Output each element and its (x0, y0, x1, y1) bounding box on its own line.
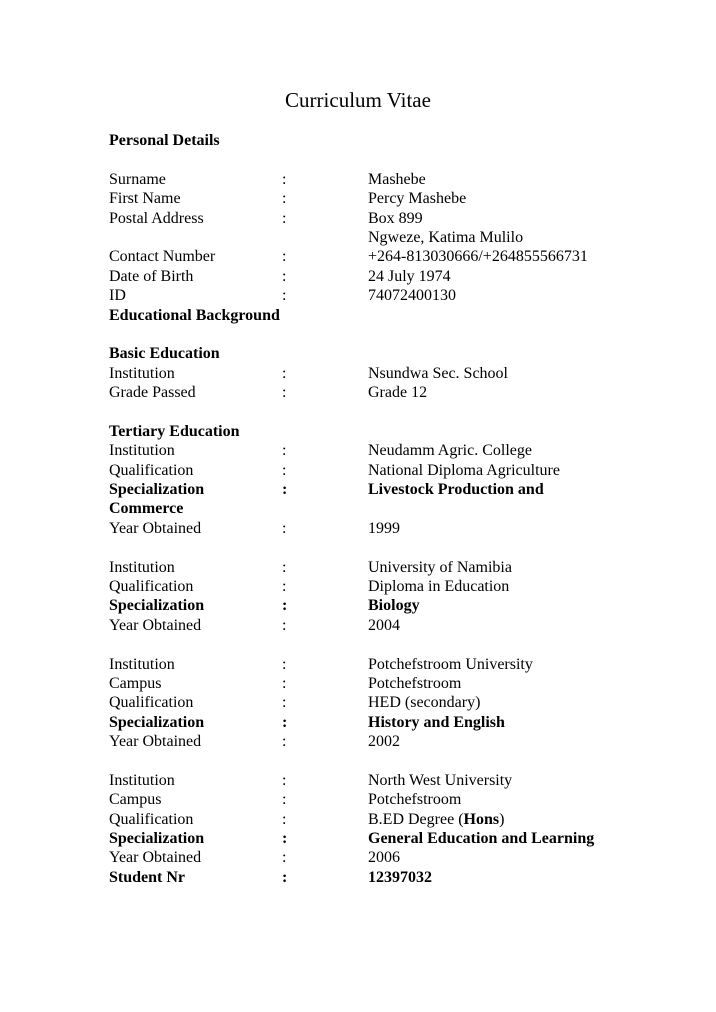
row-label: Qualification (109, 694, 194, 712)
row-value (368, 810, 504, 829)
row-value: 2006 (368, 849, 400, 867)
row-value: University of Namibia (368, 558, 512, 576)
row-value-continuation: Commerce (109, 500, 184, 518)
row-value: 12397032 (368, 868, 432, 886)
row-label: Institution (109, 442, 175, 460)
row-separator: : (282, 384, 287, 402)
row-separator: : (282, 481, 288, 499)
section-heading-education (109, 306, 689, 325)
row-value: Potchefstroom (368, 674, 462, 692)
row-value: 2004 (368, 616, 400, 634)
row-date-of-birth (109, 267, 689, 286)
row-value: Grade 12 (368, 384, 428, 402)
row-label: Campus (109, 791, 162, 809)
row-separator: : (282, 733, 287, 751)
row-value: Potchefstroom (368, 791, 462, 809)
row-separator: : (282, 655, 287, 673)
row-label: First Name (109, 190, 181, 208)
heading-text: Tertiary Education (109, 422, 240, 440)
row-value: Ngweze, Katima Mulilo (368, 228, 524, 246)
row-label: Specialization (109, 481, 205, 499)
row-separator: : (282, 597, 288, 615)
row-id (109, 286, 689, 305)
row-value: North West University (368, 771, 513, 789)
row-value: National Diploma Agriculture (368, 461, 560, 479)
row-separator: : (282, 519, 287, 537)
row-contact-number (109, 247, 689, 266)
row-separator: : (282, 190, 287, 208)
row-separator: : (282, 694, 287, 712)
row-value: 2002 (368, 733, 400, 751)
row-value: Box 899 (368, 209, 423, 227)
row-label: Grade Passed (109, 384, 196, 402)
cv-content (109, 131, 689, 887)
row-label: Qualification (109, 577, 194, 595)
row-specialization (109, 713, 689, 732)
row-separator: : (282, 248, 287, 266)
row-separator: : (282, 209, 287, 227)
row-separator: : (282, 810, 287, 828)
row-postal-address-cont (109, 228, 689, 247)
row-value: Neudamm Agric. College (368, 442, 532, 460)
row-label: Specialization (109, 830, 205, 848)
row-institution (109, 558, 689, 577)
row-separator: : (282, 849, 287, 867)
row-separator: : (282, 267, 287, 285)
page-title: Curriculum Vitae (285, 88, 431, 112)
row-value: +264-813030666/+264855566731 (368, 248, 588, 266)
row-label: Student Nr (109, 868, 186, 886)
row-value: Diploma in Education (368, 577, 510, 595)
row-value: Percy Mashebe (368, 190, 467, 208)
row-label: Year Obtained (109, 733, 202, 751)
row-separator: : (282, 868, 288, 886)
row-label: Qualification (109, 461, 194, 479)
row-separator: : (282, 616, 287, 634)
row-separator: : (282, 442, 287, 460)
row-specialization (109, 596, 689, 615)
row-first-name (109, 189, 689, 208)
row-qualification (109, 693, 689, 712)
row-specialization-cont (109, 499, 689, 518)
row-year-obtained (109, 732, 689, 751)
row-institution (109, 771, 689, 790)
row-qualification (109, 810, 689, 829)
row-value: 1999 (368, 519, 400, 537)
row-postal-address (109, 209, 689, 228)
row-value: General Education and Learning (368, 830, 595, 848)
row-label: Institution (109, 364, 175, 382)
row-separator: : (282, 713, 288, 731)
row-label: Contact Number (109, 248, 216, 266)
value-suffix: ) (499, 810, 505, 828)
row-value: Nsundwa Sec. School (368, 364, 508, 382)
row-qualification (109, 577, 689, 596)
row-separator: : (282, 558, 287, 576)
row-label: Institution (109, 771, 175, 789)
row-separator: : (282, 461, 287, 479)
heading-text: Educational Background (109, 306, 280, 324)
row-label: Specialization (109, 713, 205, 731)
section-heading-personal (109, 131, 689, 150)
row-label: Postal Address (109, 209, 204, 227)
row-separator: : (282, 674, 287, 692)
row-separator: : (282, 771, 287, 789)
section-heading-tertiary (109, 422, 689, 441)
row-year-obtained (109, 848, 689, 867)
spacer (109, 325, 689, 344)
row-year-obtained (109, 519, 689, 538)
spacer (109, 402, 689, 421)
row-institution (109, 364, 689, 383)
row-separator: : (282, 791, 287, 809)
row-specialization (109, 480, 689, 499)
row-separator: : (282, 170, 287, 188)
row-label: Year Obtained (109, 519, 202, 537)
row-institution (109, 655, 689, 674)
spacer (109, 752, 689, 771)
row-separator: : (282, 287, 287, 305)
row-value: HED (secondary) (368, 694, 481, 712)
row-label: Qualification (109, 810, 194, 828)
heading-text: Basic Education (109, 345, 220, 363)
row-value: Livestock Production and (368, 481, 544, 499)
section-heading-basic (109, 344, 689, 363)
row-year-obtained (109, 616, 689, 635)
row-value: Potchefstroom University (368, 655, 533, 673)
row-separator: : (282, 364, 287, 382)
value-bold: Hons (463, 810, 500, 828)
row-campus (109, 790, 689, 809)
row-value: History and English (368, 713, 505, 731)
row-student-nr (109, 868, 689, 887)
row-label: Campus (109, 674, 162, 692)
row-value: Biology (368, 597, 420, 615)
spacer (109, 150, 689, 169)
row-label: ID (109, 287, 126, 305)
row-label: Year Obtained (109, 616, 202, 634)
spacer (109, 635, 689, 654)
row-value: Mashebe (368, 170, 426, 188)
row-qualification (109, 461, 689, 480)
row-surname (109, 170, 689, 189)
row-label: Surname (109, 170, 166, 188)
row-label: Year Obtained (109, 849, 202, 867)
row-label: Specialization (109, 597, 205, 615)
row-separator: : (282, 830, 288, 848)
row-institution (109, 441, 689, 460)
row-value: 24 July 1974 (368, 267, 451, 285)
row-grade-passed (109, 383, 689, 402)
row-value: 74072400130 (368, 287, 456, 305)
row-label: Institution (109, 655, 175, 673)
value-prefix: B.ED Degree ( (368, 810, 464, 828)
row-label: Institution (109, 558, 175, 576)
row-campus (109, 674, 689, 693)
spacer (109, 538, 689, 557)
heading-text: Personal Details (109, 132, 220, 149)
row-specialization (109, 829, 689, 848)
row-separator: : (282, 577, 287, 595)
row-label: Date of Birth (109, 267, 194, 285)
